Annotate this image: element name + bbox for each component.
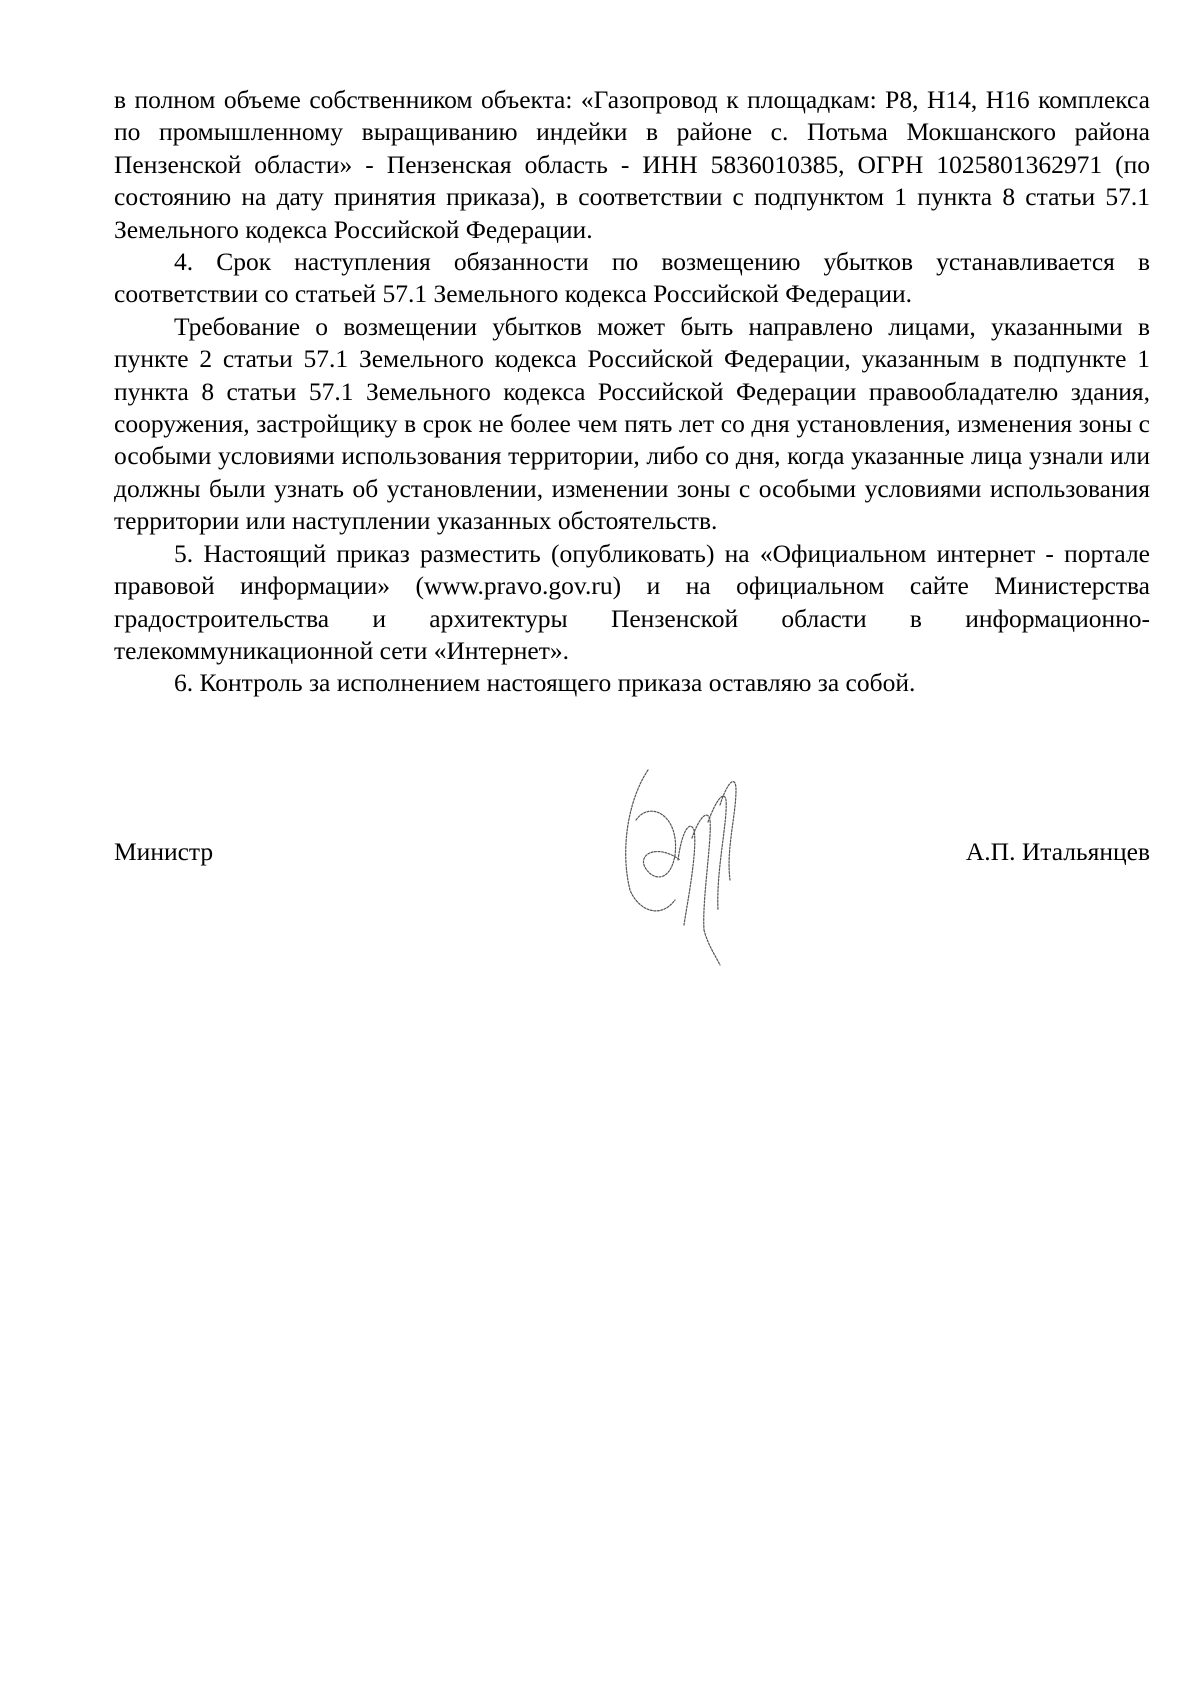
paragraph-item-6: 6. Контроль за исполнением настоящего приказа оставляю за собой. <box>174 668 916 698</box>
paragraph-ownership: в полном объеме собственником объекта: «Газопровод к площадкам: Р8, Н14, Н16 комплекса по промышленному выращиванию индейки в районе с. Потьма Мокшанского района Пензенской области» - Пензенская область - ИНН 5836010385, ОГРН 1025801362971 (по состоянию на дату принятия приказа), в соответствии с подпунктом 1 пункта 8 статьи 57.1 Земельного кодекса Российской Федерации. <box>114 85 1150 244</box>
document-body <box>114 84 1150 700</box>
signatory-name: А.П. Итальянцев <box>965 837 1150 866</box>
paragraph-item-4: 4. Срок наступления обязанности по возмещению убытков устанавливается в соответствии со статьей 57.1 Земельного кодекса Российской Федерации. <box>114 247 1150 309</box>
signatory-title: Министр <box>114 837 214 866</box>
signature-block <box>114 836 1150 876</box>
paragraph-claim-requirement: Требование о возмещении убытков может быть направлено лицами, указанными в пункте 2 статьи 57.1 Земельного кодекса Российской Федерации, указанным в подпункте 1 пункта 8 статьи 57.1 Земельного кодекса Российской Федерации правообладателю здания, сооружения, застройщику в срок не более чем пять лет со дня установления, изменения зоны с особыми условиями использования территории, либо со дня, когда указанные лица узнали или должны были узнать об установлении, изменении зоны с особыми условиями использования территории или наступлении указанных обстоятельств. <box>114 311 1150 536</box>
paragraph-item-5: 5. Настоящий приказ разместить (опубликовать) на «Официальном интернет - портале правовой информации» (www.pravo.gov.ru) и на официальном сайте Министерства градостроительства и архитектуры Пензенской области в информационно-телекоммуникационной сети «Интернет». <box>114 538 1150 665</box>
